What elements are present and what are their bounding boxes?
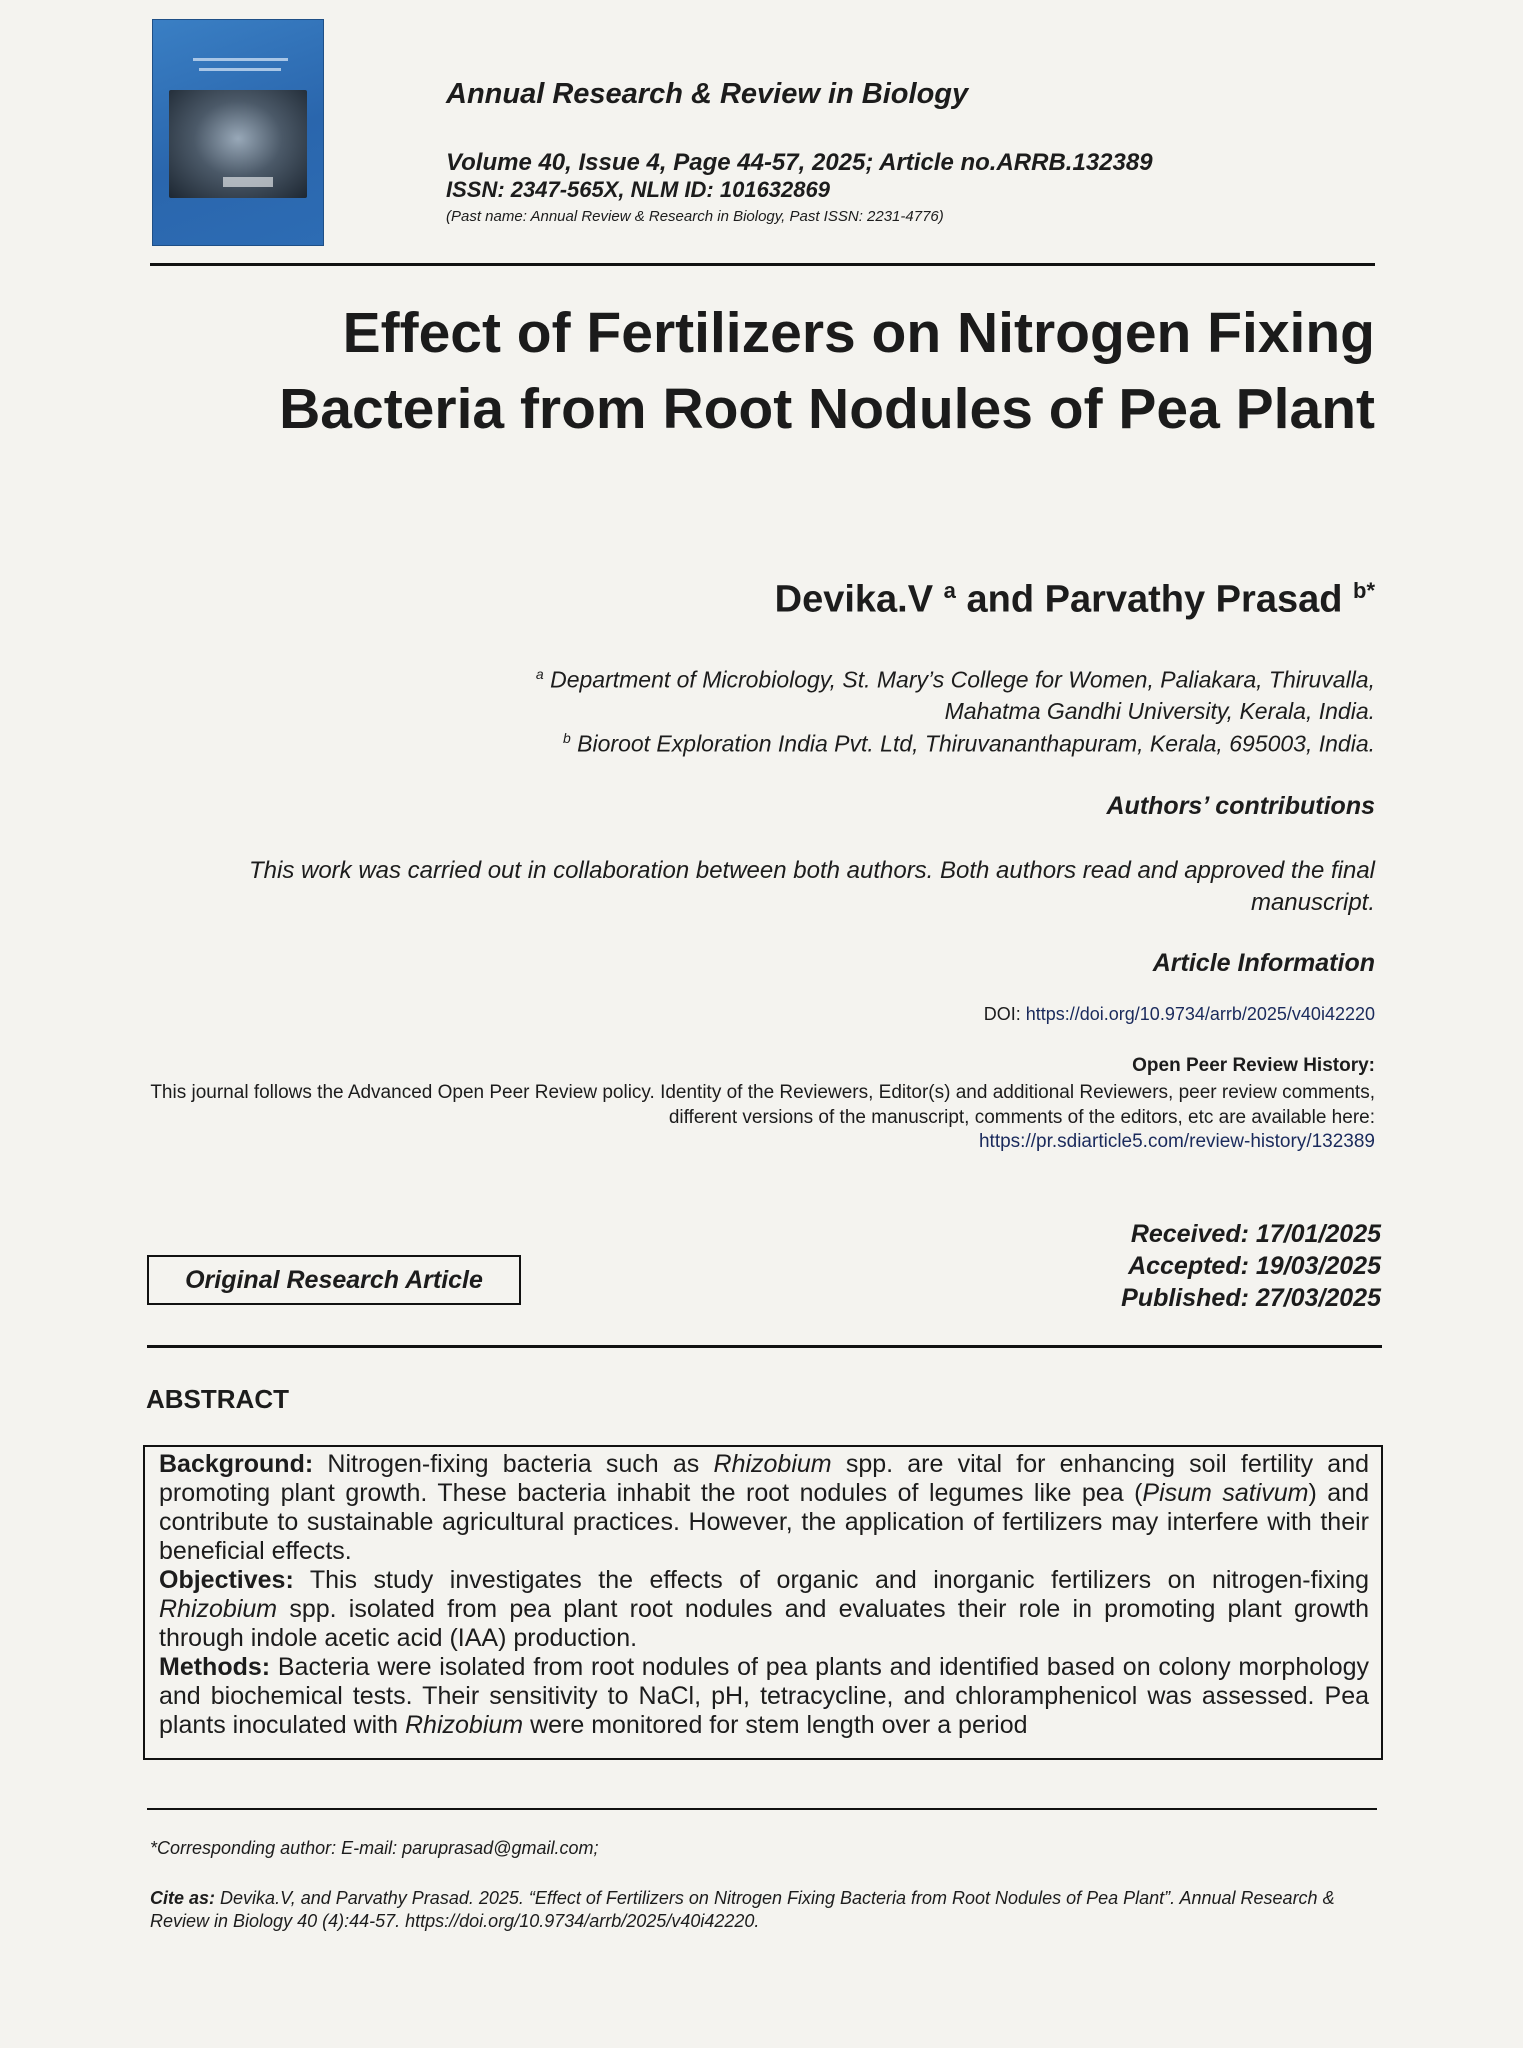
accepted-date: Accepted: 19/03/2025 — [1128, 1252, 1381, 1280]
author-2-affiliation-mark: b* — [1353, 578, 1375, 603]
affiliation-b: $^b$ Bioroot Exploration India Pvt. Ltd, Thiruvananthapuram, Kerala, 695003, India. — [562, 730, 1375, 757]
past-name-line: (Past name: Annual Review & Research in Biology, Past ISSN: 2231-4776) — [446, 208, 944, 225]
article-type-label: Original Research Article — [185, 1265, 483, 1294]
abstract-objectives: Objectives: This study investigates the effects of organic and inorganic fertilizers on nitrogen-fixing Rhizobium spp. isolated from pea plant root nodules and evaluates their role in promoting plant growth through indole acetic acid (IAA) production. — [159, 1566, 1369, 1652]
published-date: Published: 27/03/2025 — [1121, 1284, 1381, 1312]
author-1: Devika.V — [774, 578, 934, 621]
authors — [150, 578, 1375, 622]
abstract-top-divider — [147, 1345, 1382, 1348]
affiliation-a-line1: $^a$ Department of Microbiology, St. Mary’s College for Women, Paliakara, Thiruvalla, — [535, 666, 1375, 693]
journal-name: Annual Research & Review in Biology — [446, 78, 969, 110]
journal-cover-image — [153, 20, 323, 245]
affiliation-a-line2: Mahatma Gandhi University, Kerala, India. — [944, 698, 1375, 724]
doi-line — [984, 1004, 1375, 1025]
peer-review-text: This journal follows the Advanced Open Peer Review policy. Identity of the Reviewers, Editor(s) and additional Reviewers, peer review comments, different versions of the manuscript, comments of the editors, etc are available here: — [150, 1082, 1375, 1128]
paper-title: Effect of Fertilizers on Nitrogen Fixing Bacteria from Root Nodules of Pea Plant — [279, 301, 1375, 441]
abstract-box — [143, 1445, 1383, 1760]
contributions-heading: Authors’ contributions — [1106, 792, 1375, 820]
doi-link[interactable]: https://doi.org/10.9734/arrb/2025/v40i42220 — [1025, 1004, 1375, 1024]
citation — [150, 1887, 1360, 1933]
article-info-heading: Article Information — [1152, 949, 1375, 977]
affiliation-b-mark: b — [562, 730, 571, 746]
authors-conjunction: and — [966, 578, 1035, 621]
article-type-box — [147, 1255, 521, 1305]
header-divider — [150, 263, 1375, 266]
peer-review-heading: Open Peer Review History: — [1132, 1055, 1375, 1076]
contributions-text: This work was carried out in collaboration between both authors. Both authors read and approved the final manuscript. — [248, 857, 1375, 916]
issn-line: ISSN: 2347-565X, NLM ID: 101632869 — [446, 177, 830, 202]
abstract-background: Background: Nitrogen-fixing bacteria such as Rhizobium spp. are vital for enhancing soil fertility and promoting plant growth. These bacteria inhabit the root nodules of legumes like pea (Pisum sativum) and contribute to sustainable agricultural practices. However, the application of fertilizers may interfere with their beneficial effects. — [159, 1450, 1370, 1565]
doi-label: DOI: — [983, 1004, 1021, 1024]
footnote-divider — [147, 1808, 1377, 1810]
author-2: Parvathy Prasad — [1044, 578, 1343, 621]
corresponding-author: *Corresponding author: E-mail: paruprasad@gmail.com; — [150, 1838, 599, 1858]
received-date: Received: 17/01/2025 — [1130, 1220, 1381, 1248]
cite-label: Cite as: — [150, 1888, 216, 1908]
peer-review-link[interactable]: https://pr.sdiarticle5.com/review-history/132389 — [978, 1131, 1375, 1152]
abstract-heading: ABSTRACT — [146, 1384, 289, 1414]
author-1-affiliation-mark: a — [943, 578, 956, 603]
affiliation-a-mark: a — [535, 666, 544, 682]
volume-line: Volume 40, Issue 4, Page 44-57, 2025; Article no.ARRB.132389 — [446, 149, 1153, 176]
abstract-methods: Methods: Bacteria were isolated from root nodules of pea plants and identified based on colony morphology and biochemical tests. Their sensitivity to NaCl, pH, tetracycline, and chloramphenicol was assessed. Pea plants inoculated with Rhizobium were monitored for stem length over a period — [159, 1653, 1369, 1739]
cite-text: Devika.V, and Parvathy Prasad. 2025. “Effect of Fertilizers on Nitrogen Fixing Bacteria from Root Nodules of Pea Plant”. Annual Research & Review in Biology 40 (4):44-57. https://doi.org/10.9734/arrb/2025/v40i42220. — [150, 1888, 1335, 1931]
